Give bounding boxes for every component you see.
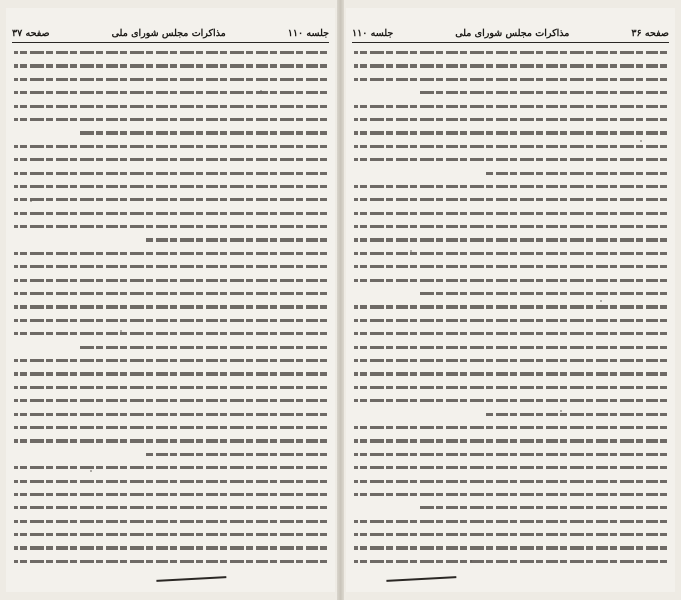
text-line — [14, 543, 327, 553]
text-line — [14, 169, 327, 179]
right-page — [346, 8, 675, 592]
right-page-number: صفحه ۳۶ — [631, 27, 669, 39]
text-line — [14, 423, 327, 433]
print-speck — [90, 470, 92, 472]
text-line — [354, 530, 667, 540]
text-line — [14, 209, 327, 219]
text-line — [354, 343, 667, 353]
text-line — [354, 477, 667, 487]
print-speck — [260, 90, 262, 92]
print-speck — [30, 200, 32, 202]
text-line — [14, 329, 327, 339]
text-line — [14, 463, 327, 473]
text-line — [14, 289, 327, 299]
text-line — [354, 88, 667, 98]
text-line — [354, 169, 667, 179]
text-line — [14, 262, 327, 272]
text-line — [354, 48, 667, 58]
text-line — [14, 102, 327, 112]
text-line — [14, 302, 327, 312]
print-speck — [560, 410, 562, 412]
text-line — [354, 490, 667, 500]
text-line — [354, 142, 667, 152]
text-line — [354, 276, 667, 286]
text-line — [354, 396, 667, 406]
text-line — [14, 436, 327, 446]
text-line — [14, 490, 327, 500]
text-line — [14, 88, 327, 98]
text-line — [14, 503, 327, 513]
text-line — [14, 396, 327, 406]
text-line — [354, 115, 667, 125]
book-gutter — [337, 0, 344, 600]
text-line — [354, 195, 667, 205]
text-line — [14, 383, 327, 393]
text-line — [354, 450, 667, 460]
text-line — [14, 222, 327, 232]
right-session-label: جلسه ۱۱۰ — [352, 27, 394, 39]
text-line — [14, 343, 327, 353]
text-line — [14, 61, 327, 71]
text-line — [354, 463, 667, 473]
text-line — [354, 517, 667, 527]
left-page — [6, 8, 335, 592]
text-line — [354, 436, 667, 446]
print-speck — [600, 300, 602, 302]
text-line — [14, 182, 327, 192]
text-line — [354, 289, 667, 299]
text-line — [354, 155, 667, 165]
left-page-number: صفحه ۳۷ — [12, 27, 50, 39]
text-line — [354, 75, 667, 85]
text-line — [14, 195, 327, 205]
print-speck — [470, 560, 472, 562]
text-line — [354, 543, 667, 553]
text-line — [354, 503, 667, 513]
text-line — [14, 142, 327, 152]
left-page-header — [12, 24, 329, 43]
text-line — [354, 209, 667, 219]
text-line — [14, 477, 327, 487]
text-line — [354, 262, 667, 272]
text-line — [354, 128, 667, 138]
text-line — [14, 235, 327, 245]
text-line — [14, 48, 327, 58]
left-session-label: جلسه ۱۱۰ — [287, 27, 329, 39]
text-line — [354, 316, 667, 326]
print-speck — [410, 250, 412, 252]
text-line — [14, 316, 327, 326]
text-line — [354, 102, 667, 112]
text-line — [354, 410, 667, 420]
text-line — [14, 530, 327, 540]
text-line — [14, 249, 327, 259]
text-line — [354, 249, 667, 259]
text-line — [354, 383, 667, 393]
text-line — [14, 369, 327, 379]
text-line — [354, 329, 667, 339]
text-line — [14, 128, 327, 138]
print-speck — [640, 140, 642, 142]
text-line — [354, 235, 667, 245]
text-line — [14, 450, 327, 460]
text-line — [354, 61, 667, 71]
text-line — [354, 356, 667, 366]
text-line — [14, 276, 327, 286]
text-line — [354, 369, 667, 379]
text-line — [354, 423, 667, 433]
right-page-text-block — [354, 48, 667, 582]
right-page-header — [352, 24, 669, 43]
text-line — [14, 410, 327, 420]
text-line — [14, 517, 327, 527]
right-running-title: مذاکرات مجلس شورای ملی — [455, 27, 570, 39]
text-line — [14, 155, 327, 165]
left-page-text-block — [14, 48, 327, 582]
text-line — [14, 115, 327, 125]
text-line — [14, 75, 327, 85]
text-line — [14, 356, 327, 366]
text-line — [354, 302, 667, 312]
print-speck — [120, 330, 122, 332]
print-speck — [300, 520, 302, 522]
left-running-title: مذاکرات مجلس شورای ملی — [111, 27, 226, 39]
text-line — [354, 222, 667, 232]
text-line — [354, 182, 667, 192]
